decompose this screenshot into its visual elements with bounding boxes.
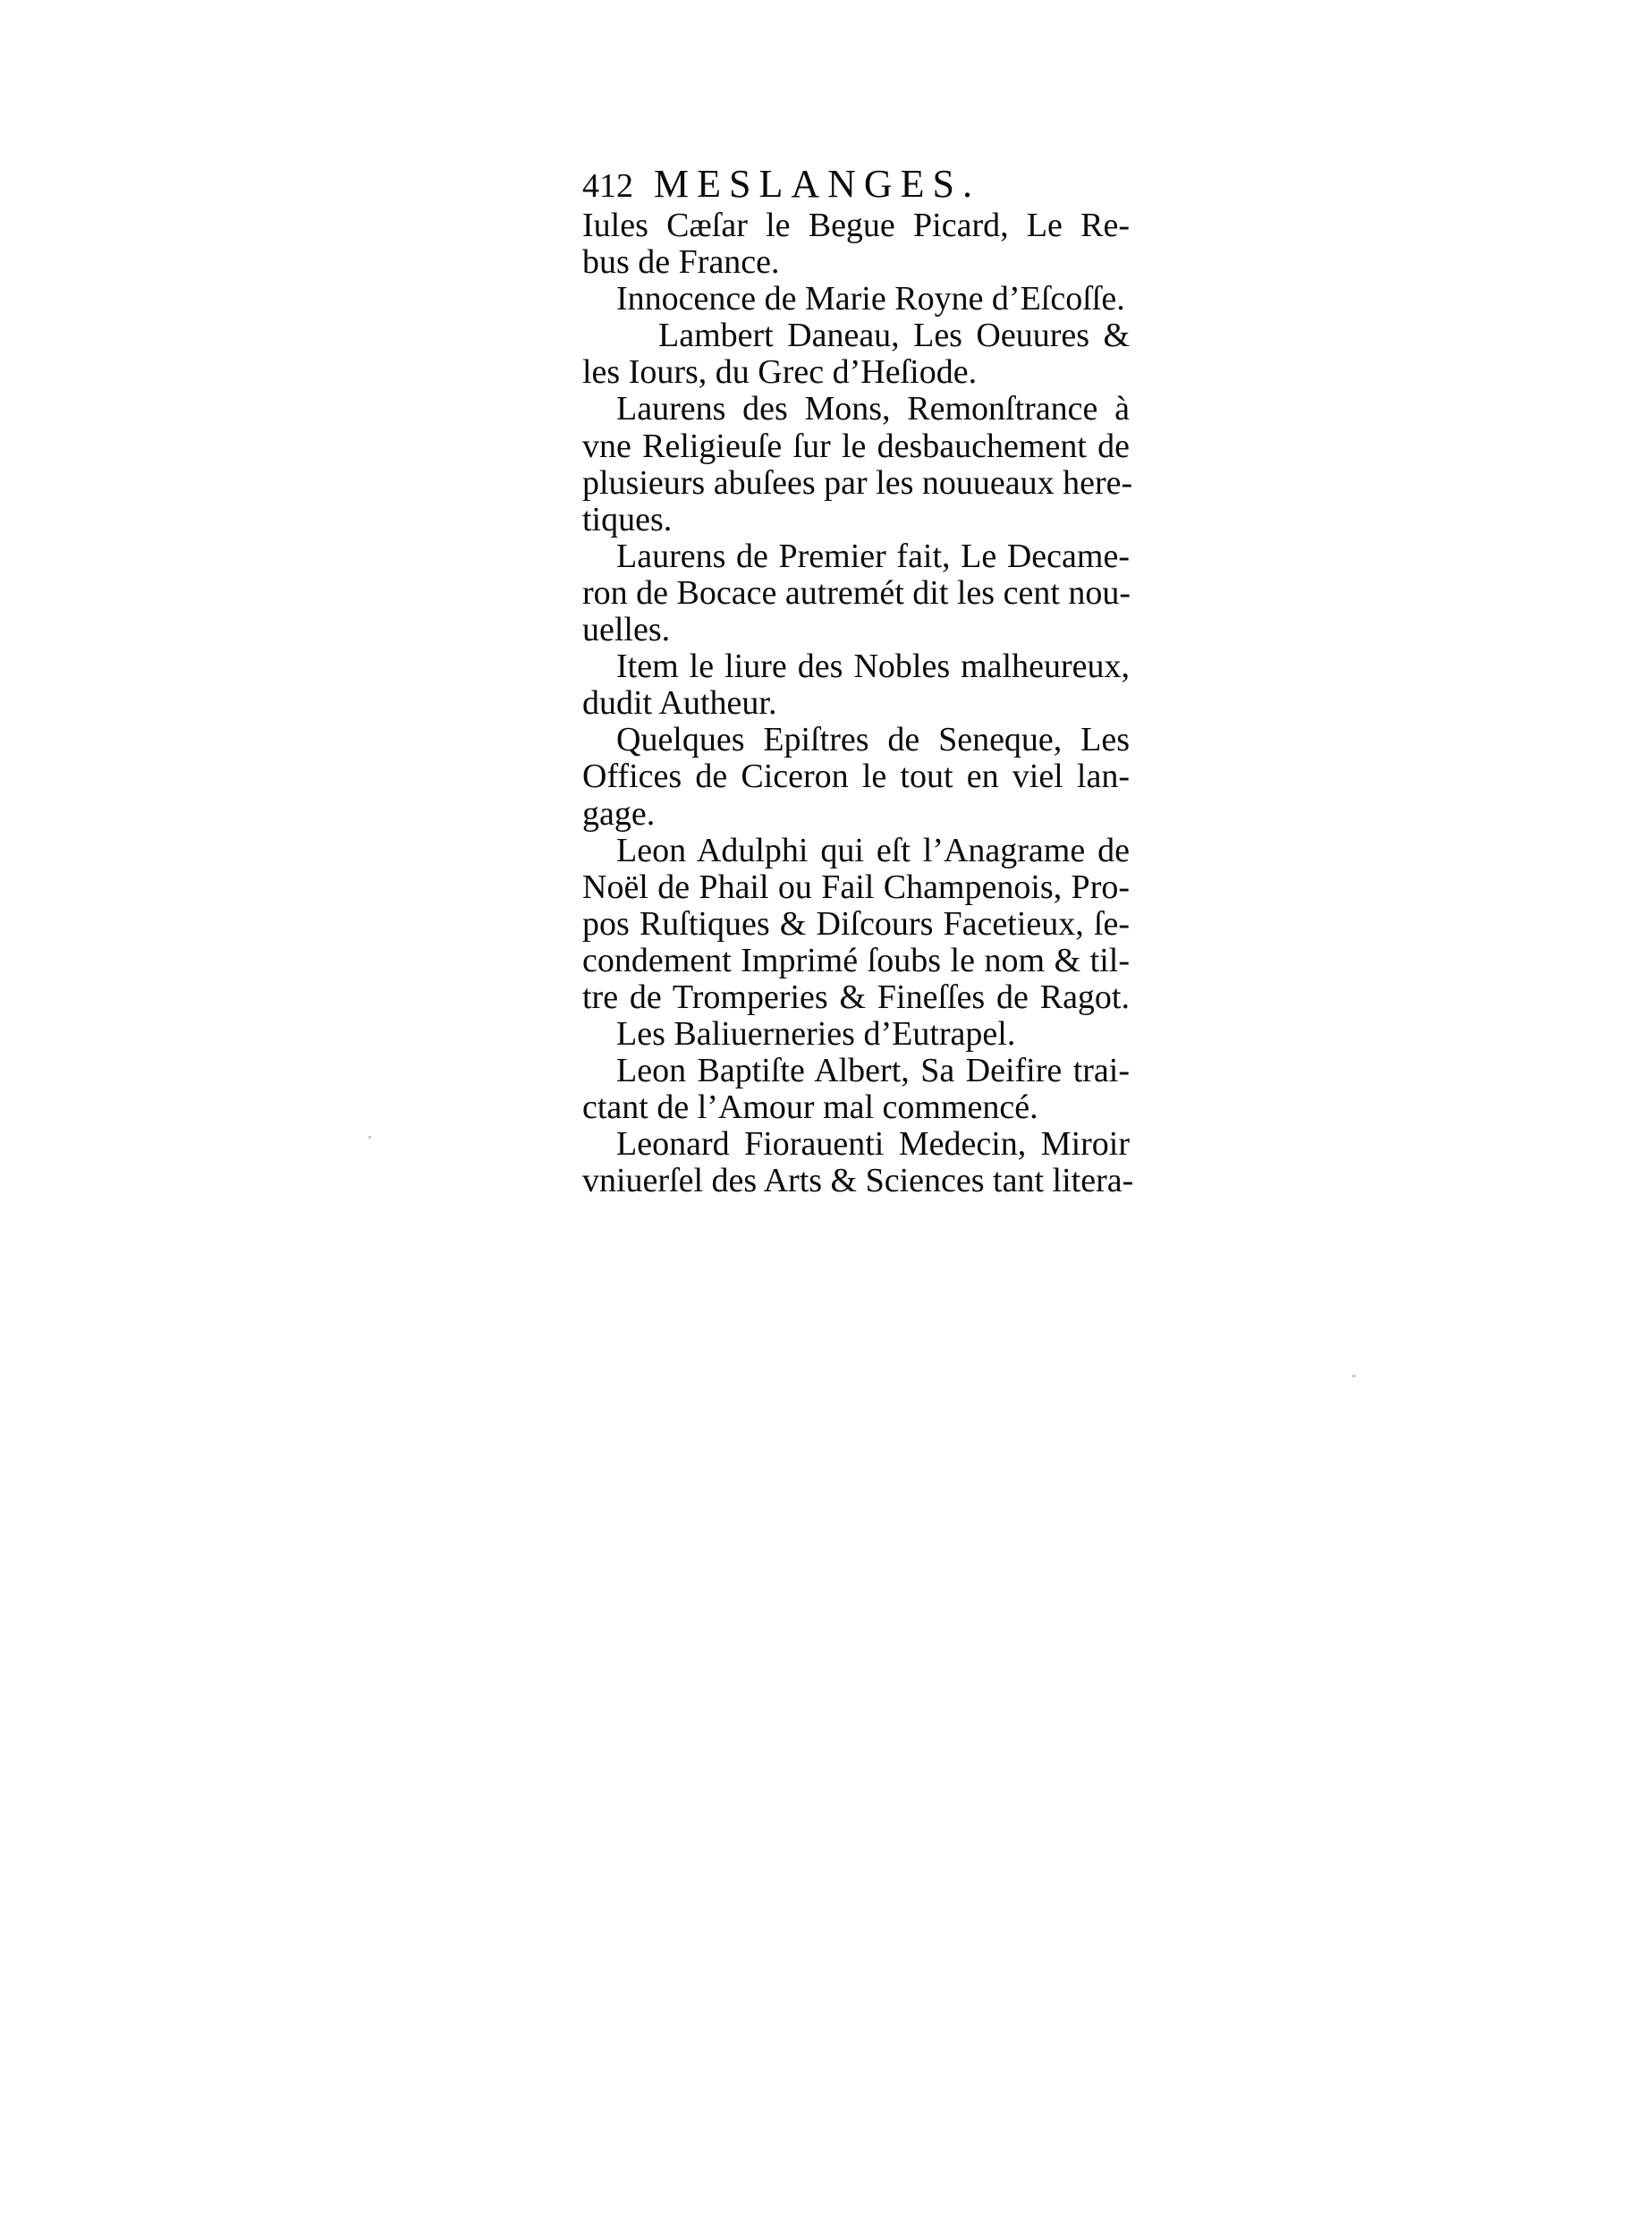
text-line: Innocence de Marie Royne d’Eſcoſſe. bbox=[616, 280, 1125, 318]
text-line: plusieurs abuſees par les nouueaux here- bbox=[582, 463, 1133, 502]
text-line: ctant de l’Amour mal commencé. bbox=[582, 1088, 1038, 1127]
text-line: condement Imprimé ſoubs le nom & til- bbox=[582, 941, 1130, 979]
text-line: tre de Tromperies & Fineſſes de Ragot. bbox=[582, 978, 1130, 1016]
paper-speck bbox=[369, 1136, 371, 1139]
text-line: Laurens de Premier fait, Le Decame- bbox=[616, 537, 1130, 575]
text-line: Lambert Daneau, Les Oeuures & bbox=[658, 317, 1130, 355]
text-block bbox=[582, 161, 1134, 1200]
text-line: Leon Baptiſte Albert, Sa Deifire trai- bbox=[616, 1052, 1130, 1090]
text-line: Noël de Phail ou Fail Champenois, Pro- bbox=[582, 868, 1130, 906]
running-head bbox=[582, 161, 1130, 208]
text-line: uelles. bbox=[582, 611, 671, 649]
text-line: Item le liure des Nobles malheureux, bbox=[616, 648, 1130, 686]
text-line: ron de Bocace autremét dit les cent nou- bbox=[582, 573, 1131, 612]
text-line: Offices de Ciceron le tout en viel lan- bbox=[582, 758, 1130, 796]
text-line: Leonard Fiorauenti Medecin, Miroir bbox=[616, 1125, 1130, 1164]
text-line: Leon Adulphi qui eſt l’Anagrame de bbox=[616, 831, 1130, 869]
text-line: vniuerſel des Arts & Sciences tant litera- bbox=[582, 1162, 1134, 1200]
running-title: MESLANGES. bbox=[654, 162, 981, 206]
text-line: Les Baliuerneries d’Eutrapel. bbox=[616, 1015, 1016, 1054]
text-line: Iules Cæſar le Begue Picard, Le Re- bbox=[582, 207, 1130, 244]
text-line: bus de France. bbox=[582, 243, 780, 282]
text-line: vne Religieuſe ſur le desbauchement de bbox=[582, 427, 1130, 465]
text-line: pos Ruſtiques & Diſcours Facetieux, ſe- bbox=[582, 904, 1130, 943]
text-line: les Iours, du Grec d’Heſiode. bbox=[582, 353, 978, 392]
page-number: 412 bbox=[582, 167, 633, 205]
text-line: tiques. bbox=[582, 500, 673, 538]
text-line: Laurens des Mons, Remonſtrance à bbox=[616, 390, 1130, 428]
text-line: gage. bbox=[582, 794, 656, 833]
paper-speck bbox=[1352, 1375, 1355, 1377]
text-line: Quelques Epiſtres de Seneque, Les bbox=[616, 721, 1130, 759]
text-line: dudit Autheur. bbox=[582, 684, 777, 723]
